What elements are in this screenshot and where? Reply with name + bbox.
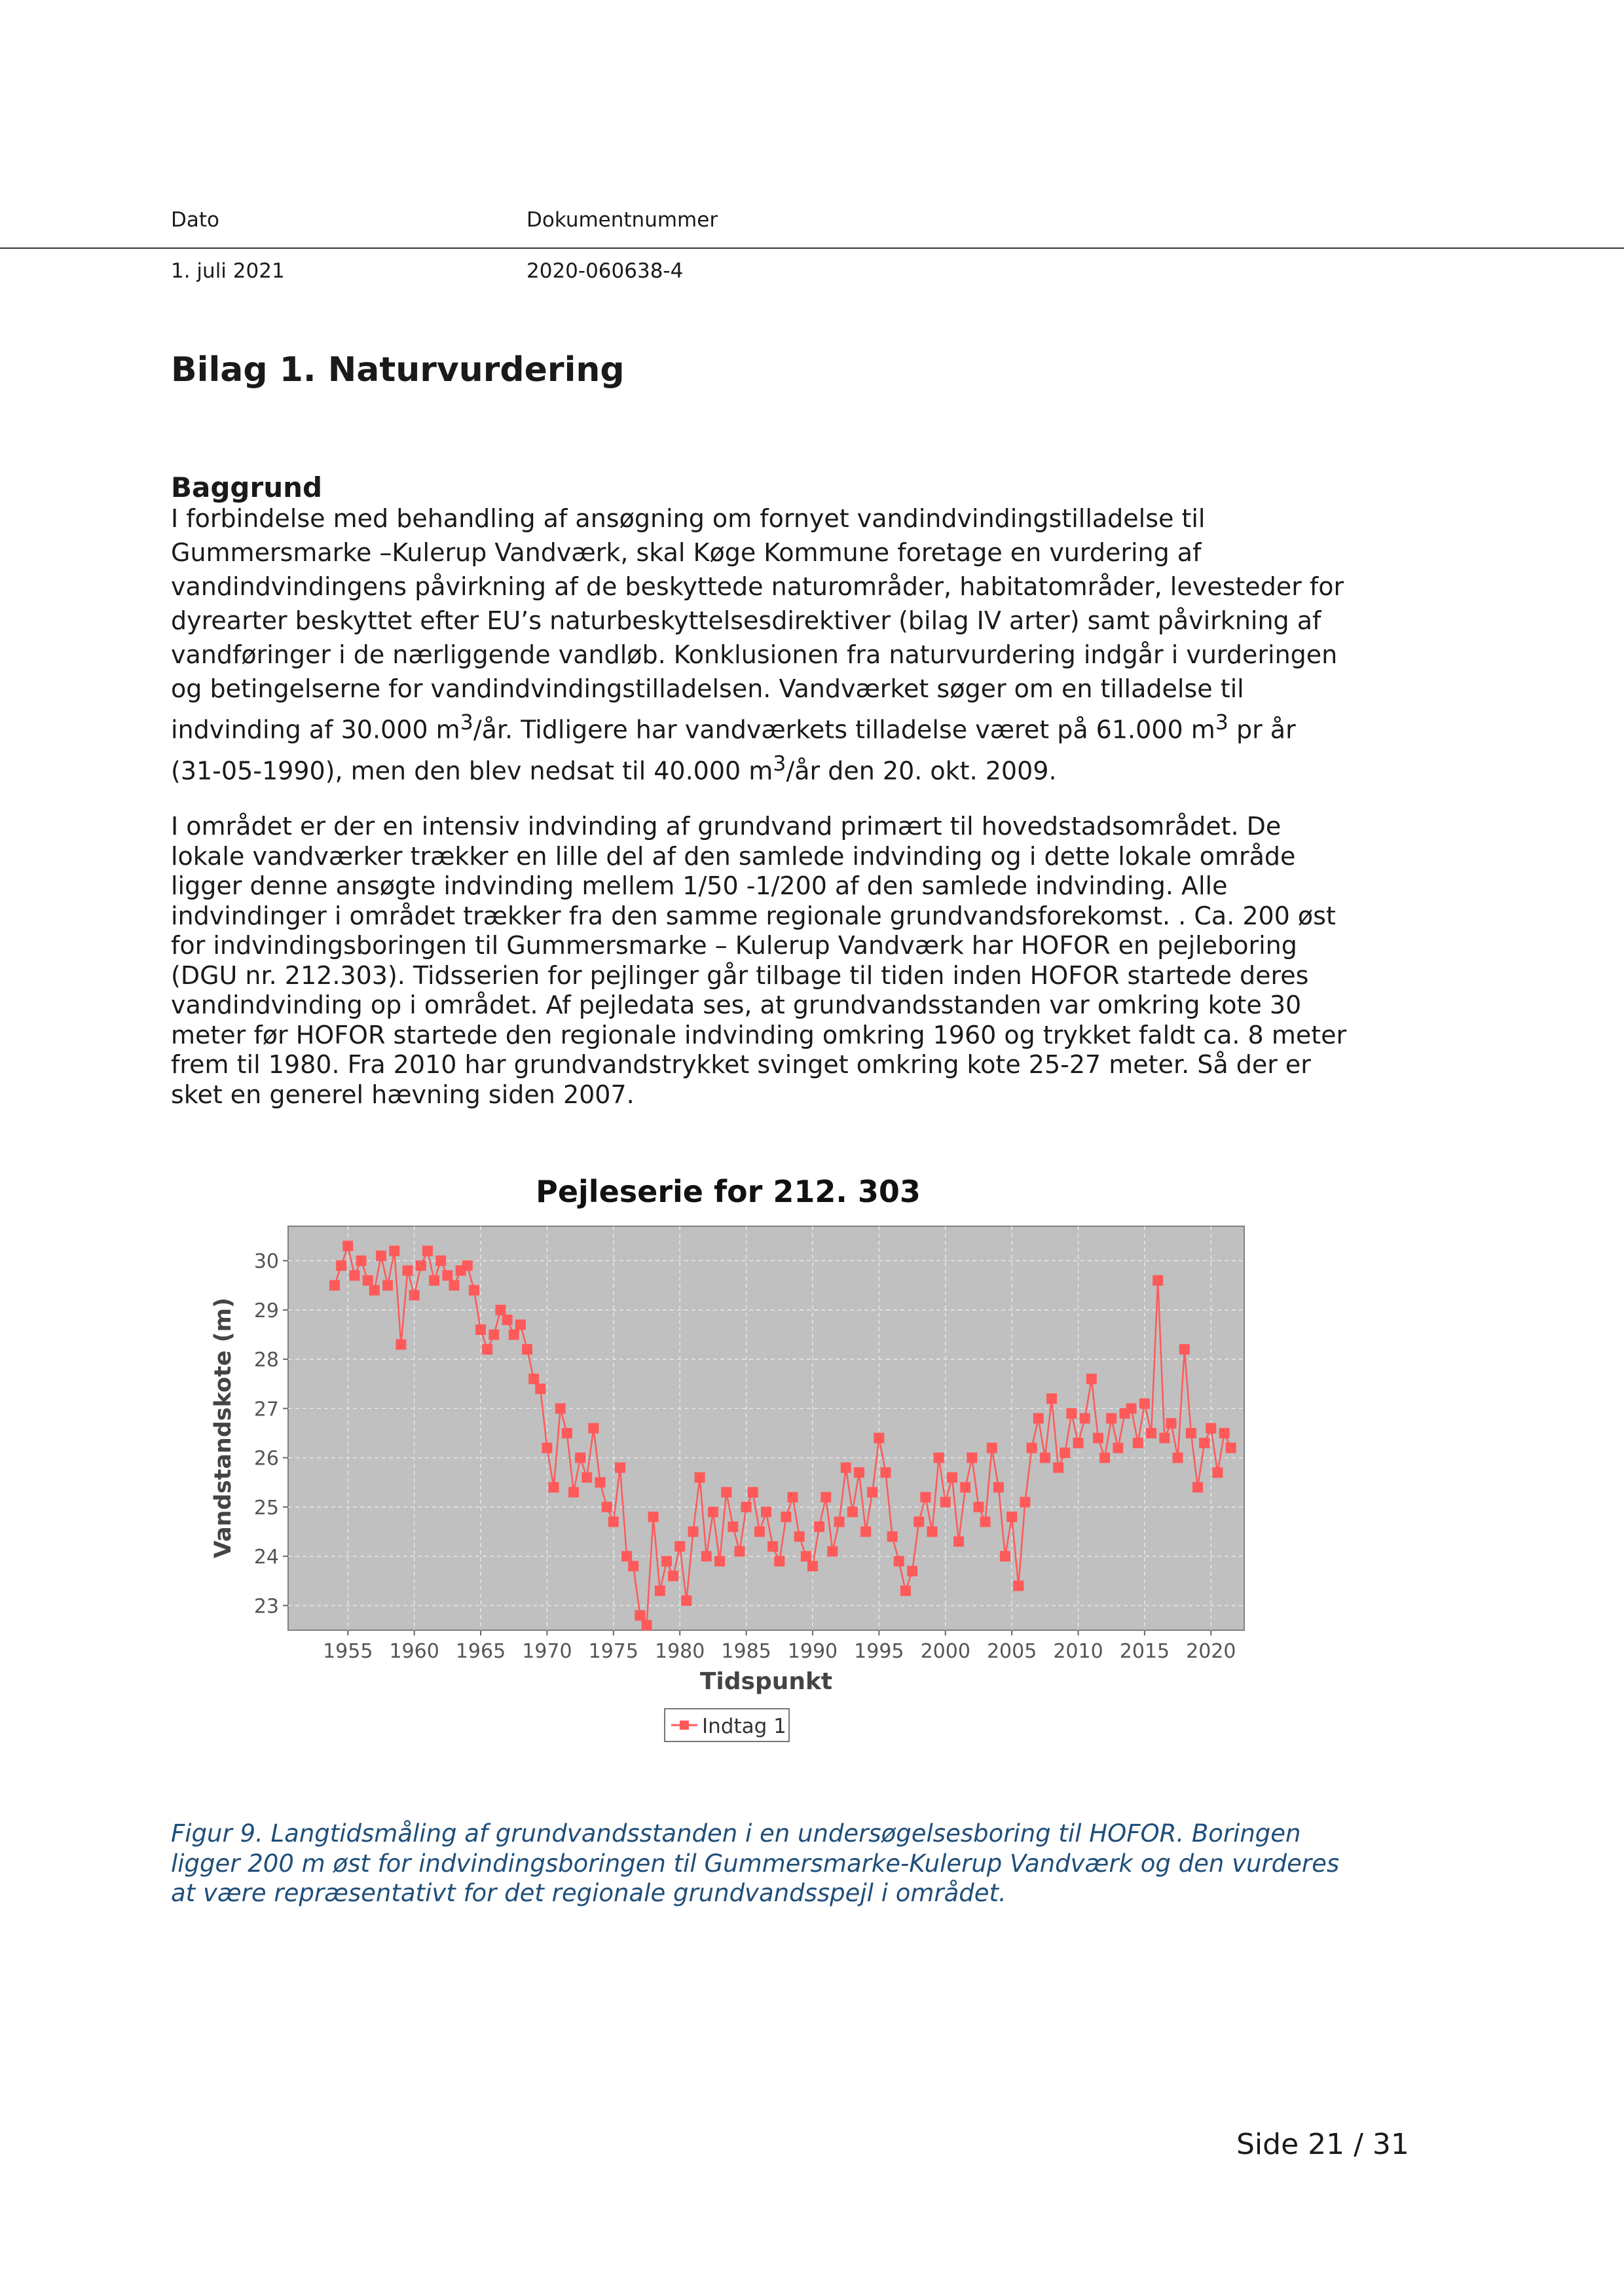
data-point	[728, 1522, 738, 1532]
page-title: Bilag 1. Naturvurdering	[171, 350, 625, 390]
data-point	[1179, 1344, 1190, 1355]
data-point	[389, 1246, 399, 1256]
data-point	[1093, 1433, 1103, 1444]
legend-label: Indtag 1	[702, 1715, 786, 1738]
data-point	[1033, 1413, 1044, 1423]
data-point	[960, 1482, 970, 1493]
data-point	[628, 1561, 638, 1571]
data-point	[980, 1516, 991, 1527]
data-point	[967, 1453, 977, 1463]
data-point	[1040, 1453, 1050, 1463]
data-point	[1013, 1580, 1024, 1591]
data-point	[774, 1556, 784, 1567]
data-point	[1186, 1428, 1196, 1438]
chart-legend	[665, 1709, 789, 1741]
data-point	[940, 1497, 951, 1507]
data-point	[1020, 1497, 1030, 1507]
data-point	[635, 1610, 645, 1620]
legend-marker	[680, 1721, 689, 1730]
data-point	[1060, 1448, 1070, 1458]
data-point	[615, 1463, 625, 1473]
data-point	[1219, 1428, 1230, 1438]
data-point	[801, 1551, 811, 1561]
section-heading: Baggrund	[171, 471, 323, 503]
y-tick-label: 30	[253, 1250, 279, 1273]
data-point	[847, 1506, 858, 1517]
x-tick-label: 1975	[588, 1640, 638, 1663]
x-tick-label: 1980	[655, 1640, 705, 1663]
y-tick-label: 29	[253, 1299, 279, 1322]
data-point	[681, 1595, 692, 1606]
data-point	[927, 1527, 937, 1537]
data-point	[642, 1620, 652, 1630]
x-tick-label: 1960	[389, 1640, 439, 1663]
x-tick-label: 1995	[854, 1640, 904, 1663]
data-point	[913, 1516, 924, 1527]
data-point	[369, 1285, 380, 1296]
data-point	[329, 1280, 340, 1290]
data-point	[462, 1260, 473, 1271]
data-point	[754, 1527, 765, 1537]
data-point	[1086, 1374, 1097, 1384]
data-point	[349, 1270, 360, 1281]
data-point	[356, 1256, 367, 1266]
data-point	[1206, 1423, 1216, 1434]
data-point	[602, 1502, 612, 1512]
data-point	[1066, 1408, 1077, 1419]
data-point	[854, 1467, 864, 1478]
data-point	[894, 1556, 904, 1567]
data-point	[821, 1492, 831, 1503]
data-point	[409, 1290, 420, 1300]
data-point	[1027, 1443, 1037, 1453]
data-point	[900, 1586, 911, 1596]
chart-title: Pejleserie for 212. 303	[536, 1174, 921, 1209]
data-point	[827, 1546, 838, 1557]
data-point	[422, 1246, 433, 1256]
data-point	[674, 1541, 685, 1552]
data-point	[887, 1531, 898, 1542]
data-point	[1106, 1413, 1116, 1423]
data-point	[867, 1487, 877, 1497]
data-point	[1199, 1438, 1209, 1448]
data-point	[860, 1527, 871, 1537]
data-point	[608, 1516, 619, 1527]
data-point	[794, 1531, 805, 1542]
data-point	[874, 1433, 884, 1444]
docnum-label: Dokumentnummer	[526, 208, 718, 232]
data-point	[416, 1260, 426, 1271]
data-point	[920, 1492, 931, 1503]
data-point	[881, 1467, 891, 1478]
data-point	[701, 1551, 712, 1561]
data-point	[668, 1571, 678, 1581]
data-point	[469, 1285, 479, 1296]
data-point	[535, 1383, 545, 1394]
data-point	[1159, 1433, 1170, 1444]
data-point	[429, 1275, 439, 1286]
data-point	[575, 1453, 585, 1463]
data-point	[542, 1443, 552, 1453]
data-point	[834, 1516, 845, 1527]
figure-caption: Figur 9. Langtidsmåling af grundvandsstanden i en undersøgelsesboring til HOFOR. Boringen ligger 200 m øst for indvindingsboringen til Gummersmarke-Kulerup Vandværk og den vurderes at være repræsentativt for det regionale grundvandsspejl i området.	[171, 1819, 1340, 1907]
data-point	[1226, 1443, 1236, 1453]
data-point	[1073, 1438, 1084, 1448]
x-axis-label: Tidspunkt	[699, 1668, 833, 1695]
data-point	[1192, 1482, 1203, 1493]
y-tick-label: 25	[253, 1496, 279, 1520]
data-point	[761, 1506, 771, 1517]
data-point	[947, 1472, 957, 1483]
data-point	[475, 1324, 486, 1335]
data-point	[588, 1423, 599, 1434]
data-point	[449, 1280, 459, 1290]
data-point	[336, 1260, 346, 1271]
water-level-chart	[203, 1159, 1264, 1761]
data-point	[403, 1266, 413, 1276]
data-point	[1212, 1467, 1223, 1478]
data-point	[515, 1319, 526, 1330]
data-point	[1133, 1438, 1143, 1448]
data-point	[814, 1522, 824, 1532]
data-point	[973, 1502, 984, 1512]
data-point	[1139, 1398, 1150, 1409]
x-tick-label: 1970	[522, 1640, 572, 1663]
data-point	[555, 1403, 566, 1413]
y-axis-label: Vandstandskote (m)	[210, 1297, 236, 1559]
data-point	[721, 1487, 731, 1497]
data-point	[562, 1428, 572, 1438]
x-axis	[323, 1630, 1236, 1663]
data-point	[1126, 1403, 1137, 1413]
data-point	[748, 1487, 758, 1497]
data-point	[442, 1270, 452, 1281]
x-tick-label: 2020	[1186, 1640, 1236, 1663]
data-point	[1080, 1413, 1090, 1423]
data-point	[1046, 1393, 1057, 1404]
data-point	[661, 1556, 672, 1567]
data-point	[741, 1502, 752, 1512]
plot-area	[288, 1226, 1244, 1630]
x-tick-label: 2005	[986, 1640, 1037, 1663]
data-point	[1153, 1275, 1163, 1286]
data-point	[376, 1250, 386, 1261]
data-point	[807, 1561, 818, 1571]
data-point	[934, 1453, 944, 1463]
data-point	[1053, 1463, 1063, 1473]
data-point	[621, 1551, 632, 1561]
data-point	[568, 1487, 579, 1497]
data-point	[363, 1275, 373, 1286]
docnum-value: 2020-060638-4	[526, 259, 684, 283]
data-point	[714, 1556, 725, 1567]
data-point	[489, 1330, 499, 1340]
paragraph-baggrund: I forbindelse med behandling af ansøgning om fornyet vandindvindingstilladelse til Gummersmarke –Kulerup Vandværk, skal Køge Kommune foretage en vurdering af vandindvindingens påvirkning af de beskyttede naturområder, habitatområder, levesteder for dyrearter beskyttet efter EU’s naturbeskyttelsesdirektiver (bilag IV arter) samt påvirkning af vandføringer i de nærliggende vandløb. Konklusionen fra naturvurdering indgår i vurderingen og betingelserne for vandindvindingstilladelsen. Vandværket søger om en tilladelse til indvinding af 30.000 $m^3/år$. Tidligere har vandværkets tilladelse været på 61.000 $m^3$ pr år (31-05-1990), men den blev nedsat til 40.000 $m^3/år$ den 20. okt. 2009.	[171, 504, 1344, 786]
data-point	[342, 1241, 353, 1251]
x-tick-label: 1965	[455, 1640, 506, 1663]
page-number: Side 21 / 31	[1236, 2128, 1409, 2161]
data-point	[502, 1315, 513, 1325]
data-point	[841, 1463, 851, 1473]
date-value: 1. juli 2021	[171, 259, 285, 283]
data-point	[781, 1512, 791, 1522]
y-tick-label: 27	[253, 1398, 279, 1421]
date-label: Dato	[171, 208, 219, 232]
data-point	[788, 1492, 798, 1503]
data-point	[993, 1482, 1004, 1493]
data-point	[396, 1339, 406, 1350]
data-point	[495, 1305, 506, 1315]
x-tick-label: 1985	[721, 1640, 771, 1663]
data-point	[595, 1477, 606, 1487]
data-point	[1113, 1443, 1123, 1453]
data-point	[1173, 1453, 1183, 1463]
data-point	[734, 1546, 745, 1557]
data-point	[482, 1344, 492, 1355]
data-point	[581, 1472, 592, 1483]
data-point	[1006, 1512, 1017, 1522]
data-point	[549, 1482, 559, 1493]
data-point	[767, 1541, 778, 1552]
data-point	[708, 1506, 718, 1517]
data-point	[435, 1256, 446, 1266]
data-point	[1146, 1428, 1156, 1438]
y-tick-label: 24	[253, 1546, 279, 1569]
data-point	[953, 1537, 964, 1547]
data-point	[522, 1344, 532, 1355]
data-point	[907, 1566, 917, 1576]
data-point	[987, 1443, 997, 1453]
x-tick-label: 2000	[920, 1640, 970, 1663]
data-point	[648, 1512, 659, 1522]
data-point	[382, 1280, 393, 1290]
data-point	[1099, 1453, 1110, 1463]
data-point	[1166, 1418, 1176, 1429]
y-tick-label: 23	[253, 1595, 279, 1618]
data-point	[528, 1374, 539, 1384]
x-tick-label: 1955	[323, 1640, 373, 1663]
x-tick-label: 1990	[787, 1640, 838, 1663]
data-point	[688, 1527, 698, 1537]
y-tick-label: 26	[253, 1447, 279, 1470]
y-tick-label: 28	[253, 1349, 279, 1372]
header-rule	[0, 247, 1624, 249]
data-point	[655, 1586, 665, 1596]
data-point	[695, 1472, 705, 1483]
x-tick-label: 2010	[1053, 1640, 1103, 1663]
data-point	[1000, 1551, 1010, 1561]
paragraph-indvinding: I området er der en intensiv indvinding af grundvand primært til hovedstadsområdet. De lokale vandværker trækker en lille del af den samlede indvinding og i dette lokale område ligger denne ansøgte indvinding mellem 1/50 -1/200 af den samlede indvinding. Alle indvindinger i området trækker fra den samme regionale grundvandsforekomst. . Ca. 200 øst for indvindingsboringen til Gummersmarke – Kulerup Vandværk har HOFOR en pejleboring (DGU nr. 212.303). Tidsserien for pejlinger går tilbage til tiden inden HOFOR startede deres vandindvinding op i området. Af pejledata ses, at grundvandsstanden var omkring kote 30 meter før HOFOR startede den regionale indvinding omkring 1960 og trykket faldt ca. 8 meter frem til 1980. Fra 2010 har grundvandstrykket svinget omkring kote 25-27 meter. Så der er sket en generel hævning siden 2007.	[171, 812, 1347, 1109]
y-axis	[254, 1250, 288, 1618]
data-point	[509, 1330, 519, 1340]
x-tick-label: 2015	[1119, 1640, 1170, 1663]
